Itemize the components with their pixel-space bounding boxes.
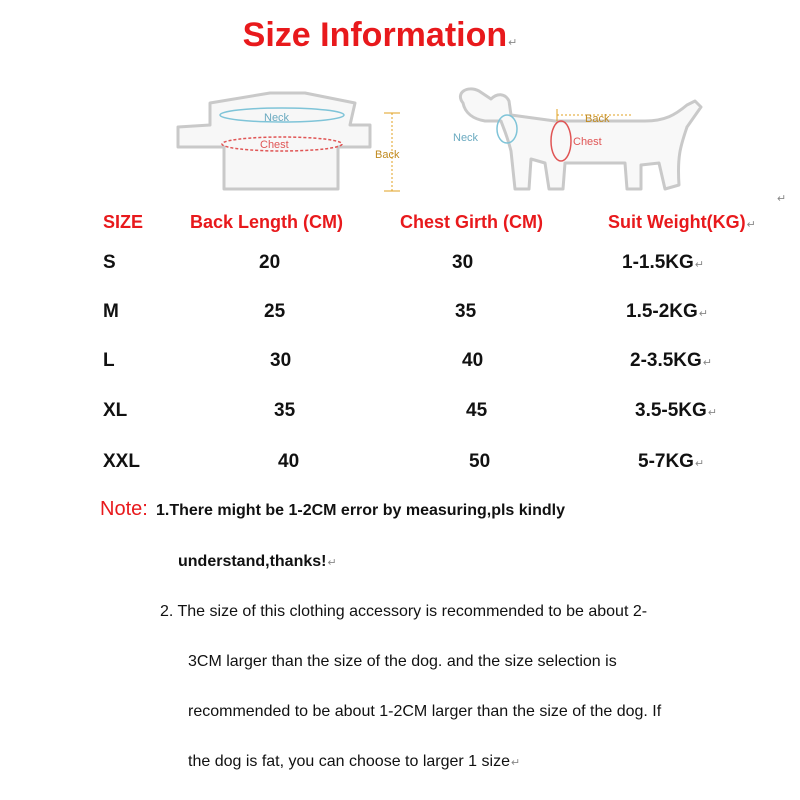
row-xl-back: 35 [274,400,296,421]
dog-diagram [445,85,735,197]
row-s-back: 20 [259,252,281,273]
row-xxl-chest: 50 [469,451,491,472]
shirt-chest-label: Chest [260,139,289,151]
note-item2-line1: 2. The size of this clothing accessory is recommended to be about 2- [160,603,648,620]
row-xl-weight: 3.5-5KG↵ [635,400,718,421]
row-l-size: L [103,350,115,371]
row-m-back: 25 [264,301,286,322]
page-title: Size Information↵ [242,16,518,54]
shirt-back-label: Back [375,149,400,161]
row-l-back: 30 [270,350,292,371]
header-suit-weight: Suit Weight(KG)↵ [608,212,756,232]
note-label: Note: [100,498,148,520]
row-xxl-back: 40 [278,451,300,472]
header-chest-girth: Chest Girth (CM) [400,212,543,232]
dog-back-label: Back [585,113,610,125]
dog-chest-label: Chest [573,136,602,148]
shirt-diagram [170,85,435,197]
note-item2-line2: 3CM larger than the size of the dog. and the size selection is [188,653,617,670]
header-back-length: Back Length (CM) [190,212,343,232]
dog-neck-label: Neck [453,132,479,144]
row-l-weight: 2-3.5KG↵ [630,350,713,371]
note-item1-line1: 1.There might be 1-2CM error by measuring,pls kindly [156,502,565,519]
row-m-weight: 1.5-2KG↵ [626,301,709,322]
row-s-weight: 1-1.5KG↵ [622,252,705,273]
row-s-size: S [103,252,116,273]
row-xl-size: XL [103,400,128,421]
note-item2-line4: the dog is fat, you can choose to larger 1 size↵ [188,753,521,770]
note-item1-line2: understand,thanks!↵ [178,553,337,570]
row-xl-chest: 45 [466,400,488,421]
row-m-size: M [103,301,119,322]
row-s-chest: 30 [452,252,474,273]
row-m-chest: 35 [455,301,477,322]
row-xxl-weight: 5-7KG↵ [638,451,705,472]
note-item2-line3: recommended to be about 1-2CM larger than the size of the dog. If [188,703,662,720]
row-l-chest: 40 [462,350,484,371]
header-size: SIZE [103,212,144,232]
row-xxl-size: XXL [103,451,140,472]
shirt-neck-label: Neck [264,112,290,124]
